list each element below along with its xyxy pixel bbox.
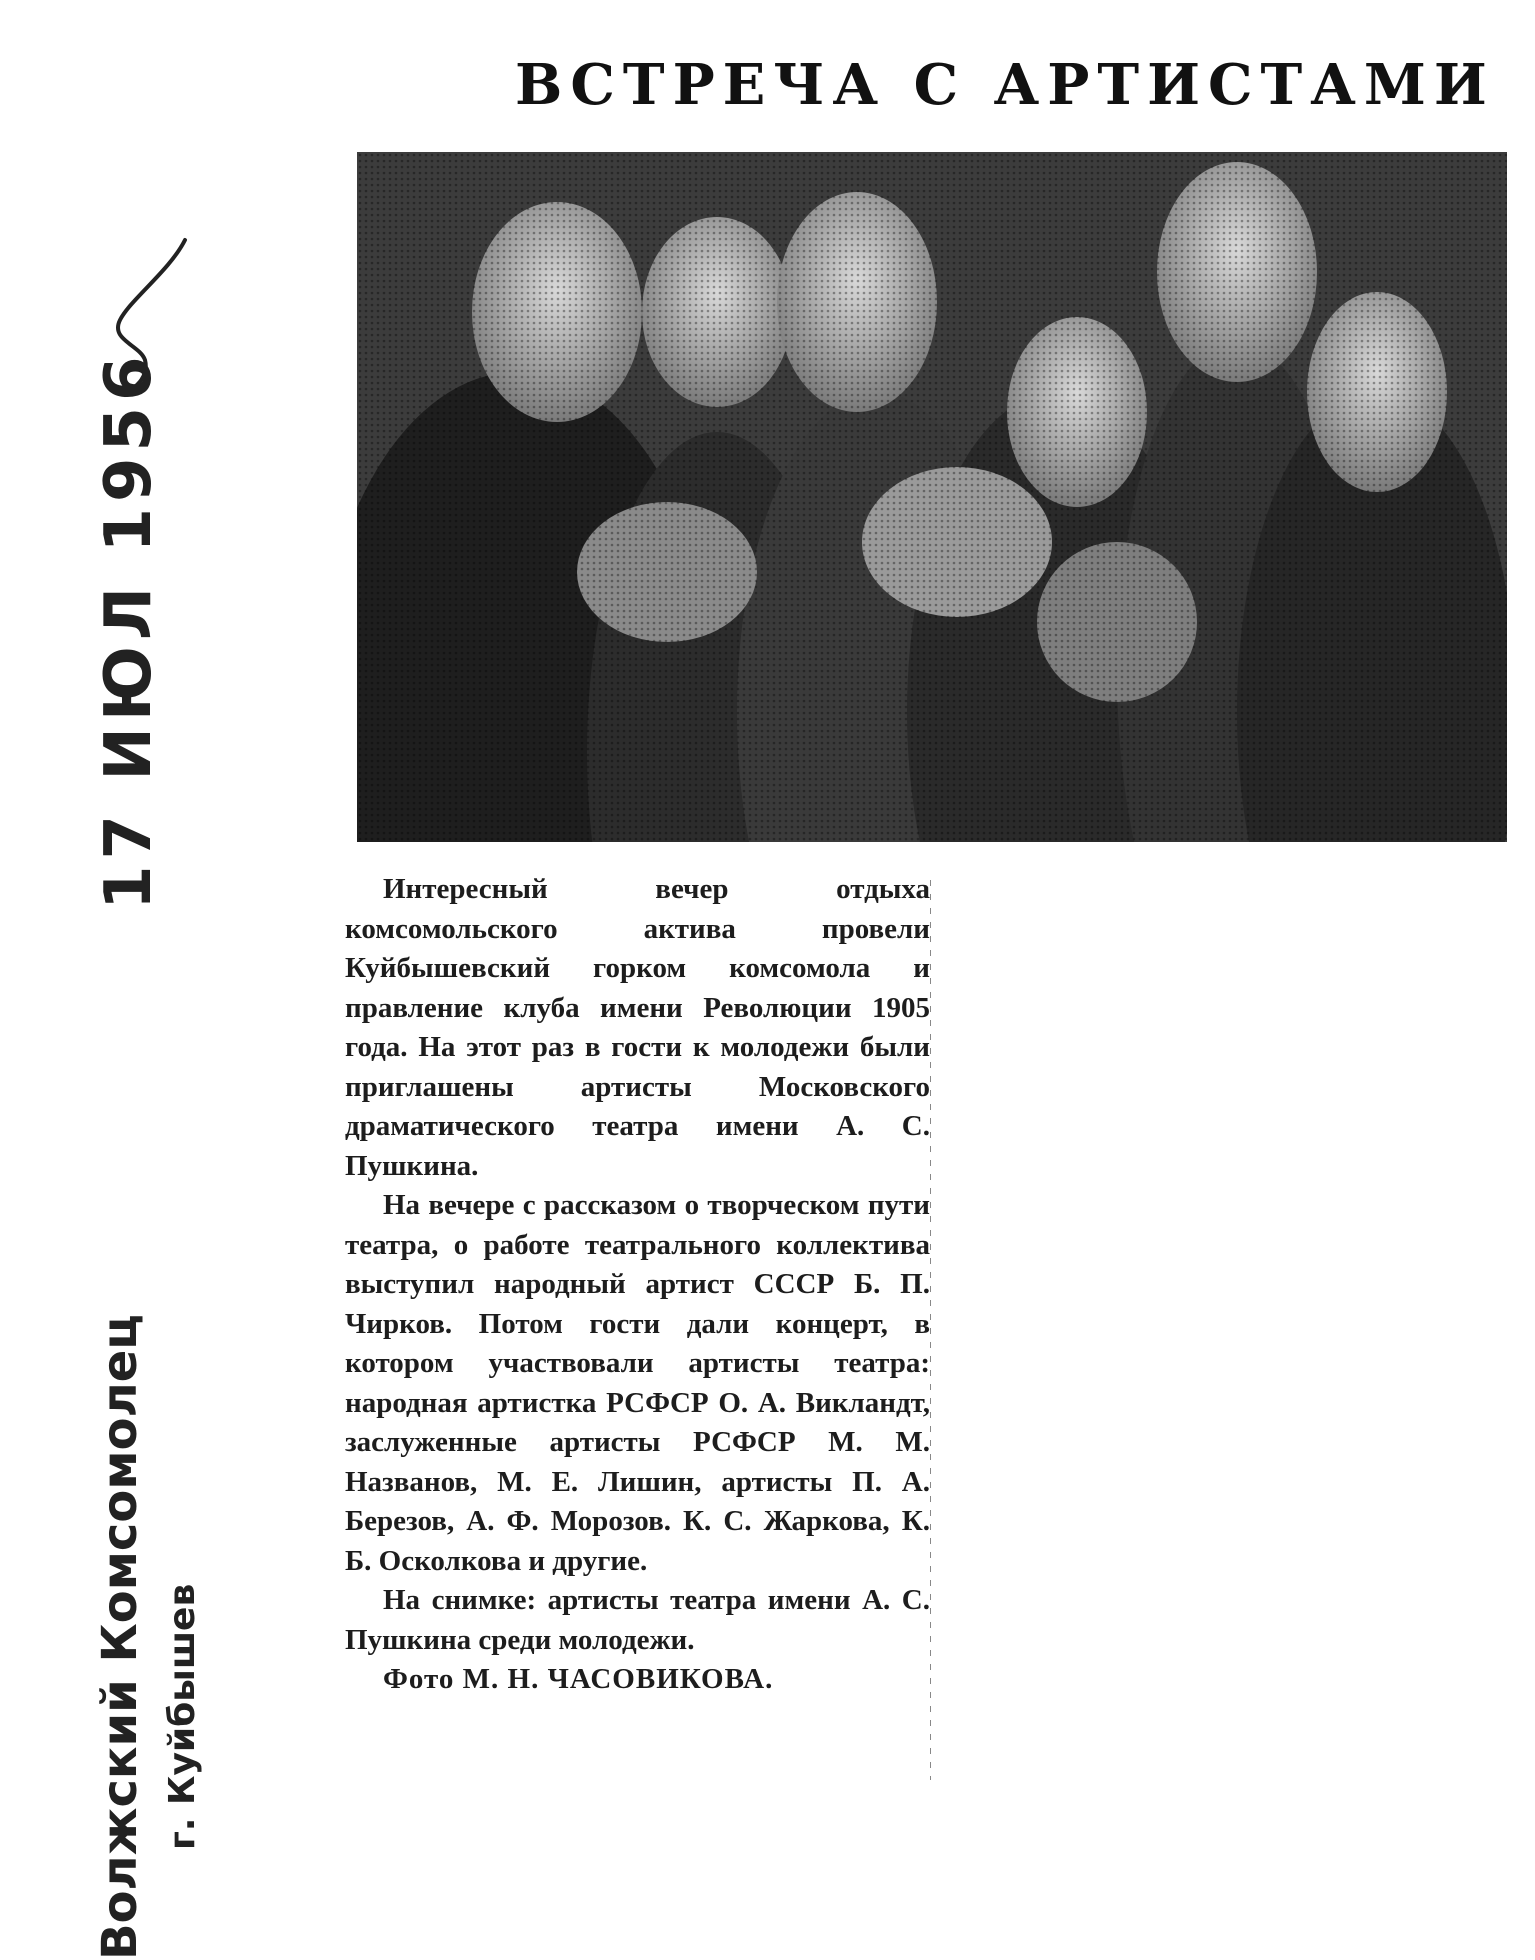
article-paragraph: На вечере с рассказом о творческом пути театра, о работе театрального коллектива выступил народный артист СССР Б. П. Чирков. Потом гости дали концерт, в котором участвовали артисты театра: народная артистка РСФСР О. А. Викландт, заслуженные артисты РСФСР М. М. Названов, М. Е. Лишин, артисты П. А. Березов, А. Ф. Морозов. К. С. Жаркова, К. Б. Осколкова и другие. <box>345 1189 930 1577</box>
article-paragraph: Интересный вечер отдыха комсомольского актива провели Куйбышевский горком комсомола и правление клуба имени Революции 1905 года. На этот раз в гости к молодежи были приглашены артисты Московского драматического театра имени А. С. Пушкина. <box>345 873 930 1182</box>
column-rule <box>930 880 931 1780</box>
photo-caption: На снимке: артисты театра имени А. С. Пушкина среди молодежи. <box>345 1584 930 1656</box>
headline: ВСТРЕЧА С АРТИСТАМИ <box>515 52 1495 118</box>
group-photo <box>357 152 1507 842</box>
article-body <box>345 870 930 1700</box>
stamp-date: 17 ИЮЛ 1956 <box>92 350 166 910</box>
stamp-newspaper: Волжский Комсомолец <box>92 1314 148 1960</box>
photo-credit: Фото М. Н. ЧАСОВИКОВА. <box>383 1663 774 1695</box>
stamp-city: г. Куйбышев <box>162 1583 203 1850</box>
